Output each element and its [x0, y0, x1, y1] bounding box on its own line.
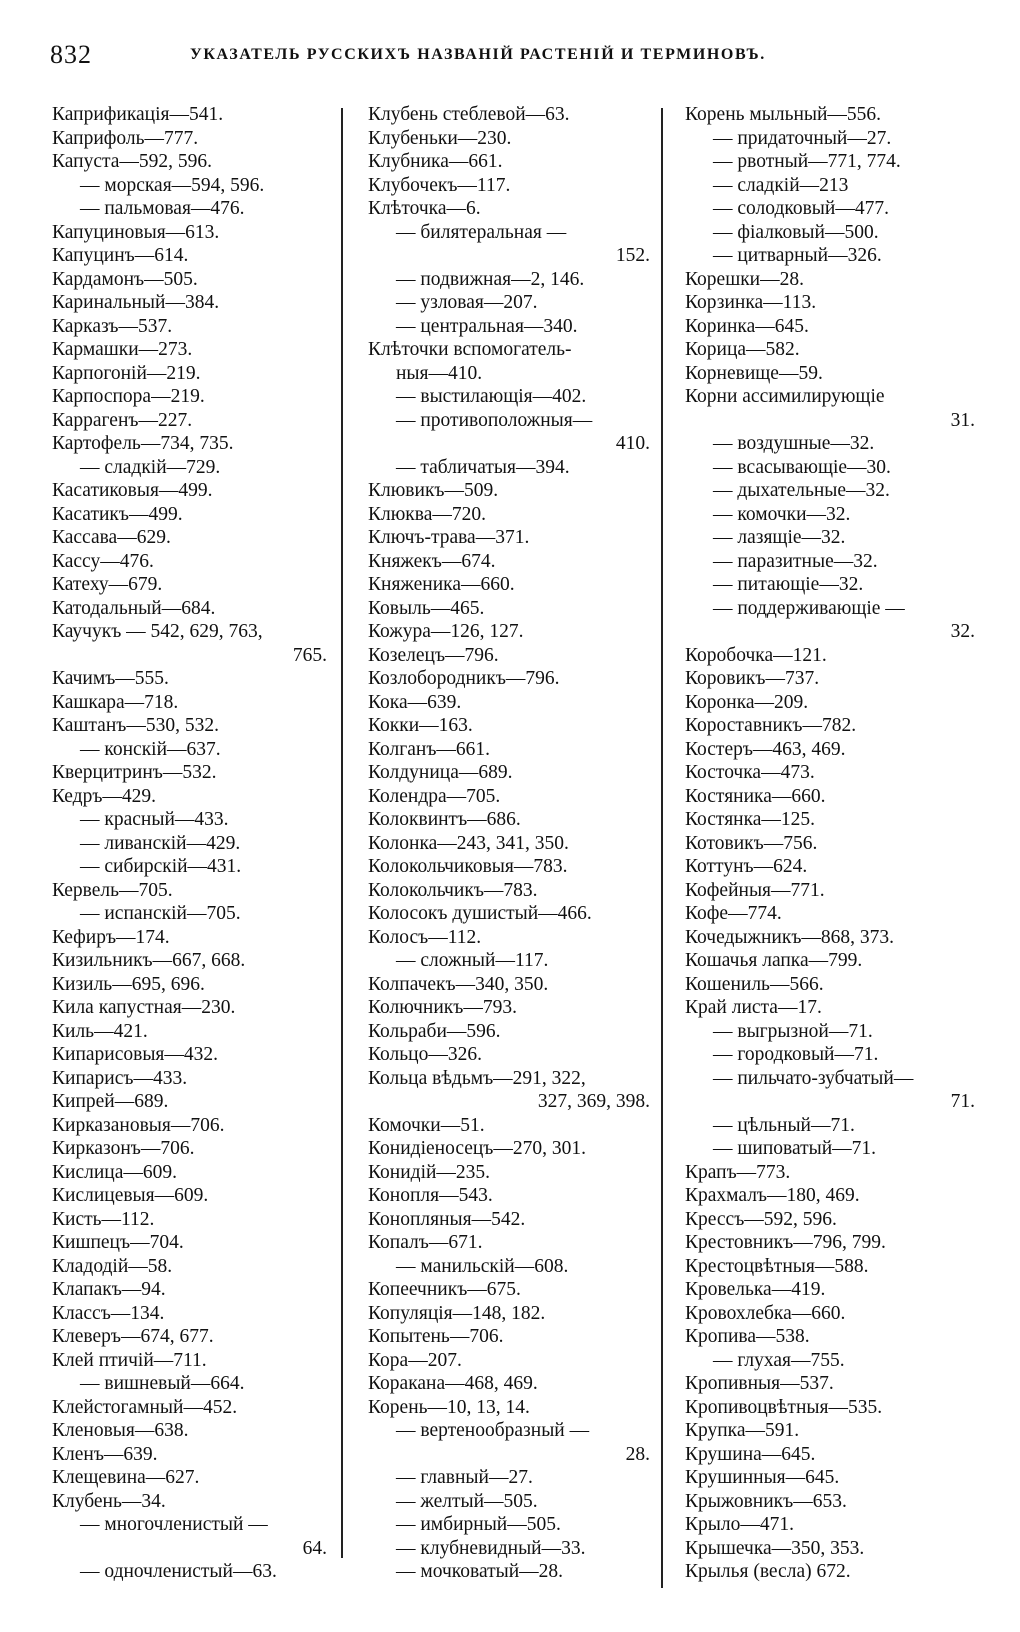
index-entry: Кашкара—718. — [52, 691, 179, 713]
index-entry: Картофель—734, 735. — [52, 433, 234, 454]
index-entry: Клубеньки—230. — [368, 127, 512, 149]
page-number: 832 — [50, 40, 92, 69]
index-subentry: — пальмовая—476. — [80, 198, 245, 219]
index-entry: Клеверъ—674, 677. — [52, 1326, 214, 1347]
index-entry: Клубочекъ—117. — [368, 174, 511, 196]
index-entry: Ковыль—465. — [368, 597, 485, 619]
index-entry: Корица—582. — [685, 339, 800, 360]
index-column-1 — [52, 103, 327, 1584]
index-entry: Клей птичій—711. — [52, 1349, 207, 1371]
index-subentry: — сладкій—213 — [713, 174, 849, 196]
index-entry: Косточка—473. — [685, 762, 815, 783]
index-entry: Кольраби—596. — [368, 1020, 501, 1042]
index-entry: Кофе—774. — [685, 903, 782, 924]
index-entry: Колосъ—112. — [368, 926, 482, 948]
index-entry: Корень—10, 13, 14. — [368, 1396, 530, 1418]
index-entry: Катеху—679. — [52, 574, 163, 595]
index-entry: Кипрей—689. — [52, 1091, 169, 1112]
index-entry: Касатиковыя—499. — [52, 480, 213, 501]
index-subentry: — глухая—755. — [713, 1349, 845, 1371]
index-entry: Корешки—28. — [685, 268, 804, 290]
running-title: УКАЗАТЕЛЬ РУССКИХЪ НАЗВАНІЙ РАСТЕНІЙ И ТЕРМИНОВЪ. — [190, 46, 766, 63]
index-entry: Корень мыльный—556. — [685, 104, 882, 125]
index-entry: Кока—639. — [368, 691, 462, 713]
index-entry: Колонка—243, 341, 350. — [368, 832, 569, 854]
index-subentry: — выстилающія—402. — [396, 386, 587, 407]
index-entry: Клапакъ—94. — [52, 1279, 166, 1300]
index-entry: Кровохлебка—660. — [685, 1302, 846, 1324]
index-entry: Кардамонъ—505. — [52, 268, 198, 290]
index-subentry: — шиповатый—71. — [713, 1138, 877, 1159]
index-entry: Кислицевыя—609. — [52, 1185, 209, 1206]
index-subentry: — имбирный—505. — [396, 1514, 561, 1535]
index-entry: Кармашки—273. — [52, 339, 193, 360]
index-entry: Киль—421. — [52, 1020, 148, 1042]
index-entry: Крышечка—350, 353. — [685, 1537, 865, 1559]
index-entry: Конопля—543. — [368, 1185, 493, 1206]
index-subentry: — противоположныя— — [396, 409, 593, 431]
index-entry: Конопляныя—542. — [368, 1208, 526, 1230]
index-subentry: — вертенообразный — — [396, 1420, 590, 1441]
index-entry: Кольцо—326. — [368, 1044, 482, 1065]
index-continuation: 28. — [625, 1443, 650, 1465]
index-entry: Княженика—660. — [368, 574, 515, 595]
index-subentry: — пильчато-зубчатый— — [713, 1067, 914, 1089]
index-subentry: — узловая—207. — [396, 292, 538, 313]
index-entry: Карпогоній—219. — [52, 362, 201, 384]
index-subentry: — фіалковый—500. — [713, 221, 879, 243]
index-subentry: — манильскій—608. — [396, 1255, 569, 1277]
index-entry: Каррагенъ—227. — [52, 409, 193, 431]
index-entry: Колокольчиковыя—783. — [368, 856, 568, 877]
index-entry: Крестоцвѣтныя—588. — [685, 1255, 869, 1277]
index-entry: Капрификація—541. — [52, 104, 224, 125]
index-subentry: — комочки—32. — [713, 503, 851, 525]
index-entry: Крестовникъ—796, 799. — [685, 1232, 886, 1253]
index-subentry: — городковый—71. — [713, 1044, 879, 1065]
index-entry: Крылья (весла) 672. — [685, 1561, 851, 1582]
index-entry: Кефиръ—174. — [52, 926, 170, 948]
index-continuation: 71. — [950, 1091, 975, 1112]
index-subentry: — центральная—340. — [396, 315, 578, 337]
index-entry: Костянка—125. — [685, 809, 816, 830]
index-entry: Каприфоль—777. — [52, 127, 199, 149]
index-subentry: — паразитные—32. — [713, 550, 878, 572]
index-entry: Кропивныя—537. — [685, 1373, 834, 1394]
index-entry: Капуцинъ—614. — [52, 245, 189, 266]
index-entry: Крессъ—592, 596. — [685, 1208, 837, 1230]
index-continuation: 152. — [615, 245, 650, 266]
index-subentry: — всасывающіе—30. — [713, 456, 891, 478]
index-subentry: — солодковый—477. — [713, 198, 889, 219]
index-entry: Козелецъ—796. — [368, 644, 499, 666]
index-subentry: — цѣльный—71. — [713, 1114, 855, 1136]
index-entry: Касатикъ—499. — [52, 503, 183, 525]
index-entry: Колпачекъ—340, 350. — [368, 973, 549, 995]
index-entry: Каштанъ—530, 532. — [52, 715, 219, 736]
index-entry: Колючникъ—793. — [368, 997, 517, 1018]
index-subentry: — морская—594, 596. — [80, 174, 265, 196]
index-subentry: — конскій—637. — [80, 738, 221, 760]
index-entry: Коттунъ—624. — [685, 856, 808, 877]
index-subentry: — одночленистый—63. — [80, 1561, 277, 1582]
index-subentry: — испанскій—705. — [80, 903, 241, 924]
index-entry: Кипарисъ—433. — [52, 1067, 188, 1089]
index-subentry: — поддерживающіе — — [713, 597, 905, 619]
index-entry: Кора—207. — [368, 1349, 462, 1371]
index-entry: Кладодій—58. — [52, 1255, 173, 1277]
index-entry: Кедръ—429. — [52, 785, 157, 807]
index-entry: Клювикъ—509. — [368, 480, 499, 501]
index-subentry: — подвижная—2, 146. — [396, 268, 585, 290]
index-entry: Край листа—17. — [685, 997, 822, 1018]
index-entry: Коровикъ—737. — [685, 668, 820, 689]
index-entry: Клубень—34. — [52, 1490, 166, 1512]
index-entry: Крыло—471. — [685, 1514, 794, 1535]
index-subentry: — цитварный—326. — [713, 245, 882, 266]
index-subentry: — ливанскій—429. — [80, 832, 241, 854]
index-entry: Княжекъ—674. — [368, 550, 496, 572]
index-continuation: 32. — [950, 621, 975, 642]
index-entry: Колендра—705. — [368, 785, 501, 807]
index-subentry: — красный—433. — [80, 809, 229, 830]
index-entry: Капуста—592, 596. — [52, 151, 213, 172]
index-entry: Костяника—660. — [685, 785, 826, 807]
index-subentry: — вишневый—664. — [80, 1373, 245, 1394]
index-entry: Колосокъ душистый—466. — [368, 903, 592, 924]
index-subentry: — придаточный—27. — [713, 127, 892, 149]
index-subentry: — сибирскій—431. — [80, 856, 242, 877]
index-subentry: — табличатыя—394. — [396, 456, 570, 478]
index-entry: Кровелька—419. — [685, 1279, 826, 1300]
index-entry: Коробочка—121. — [685, 644, 827, 666]
index-entry: Клейстогамный—452. — [52, 1396, 238, 1418]
index-column-3 — [685, 103, 975, 1584]
index-subentry: — клубневидный—33. — [396, 1537, 586, 1559]
column-divider — [341, 108, 343, 1558]
index-continuation: 765. — [292, 644, 327, 666]
index-entry: Кисть—112. — [52, 1208, 155, 1230]
index-entry: Кирказонъ—706. — [52, 1138, 195, 1159]
index-entry: Кассу—476. — [52, 550, 154, 572]
index-entry: Коринка—645. — [685, 315, 809, 337]
index-entry: Кожура—126, 127. — [368, 621, 524, 642]
index-entry: Конидій—235. — [368, 1161, 491, 1183]
index-entry: Коракана—468, 469. — [368, 1373, 538, 1394]
index-entry: Корни ассимилирующіе — [685, 386, 885, 407]
index-entry: Катодальный—684. — [52, 597, 216, 619]
index-entry: Коронка—209. — [685, 691, 809, 713]
index-entry: Каучукъ — 542, 629, 763, — [52, 621, 263, 642]
index-column-2 — [368, 103, 650, 1584]
index-entry: Кизиль—695, 696. — [52, 973, 205, 995]
index-entry: Короставникъ—782. — [685, 715, 857, 736]
index-entry: Колдуница—689. — [368, 762, 513, 783]
index-entry: Клѣточки вспомогатель- — [368, 339, 572, 360]
index-entry: Клубника—661. — [368, 151, 503, 172]
index-entry: Кольца вѣдьмъ—291, 322, — [368, 1067, 586, 1089]
index-entry: Кишпецъ—704. — [52, 1232, 184, 1253]
index-subentry: — мочковатый—28. — [396, 1561, 564, 1582]
index-entry: Карпоспора—219. — [52, 386, 205, 407]
index-subentry: — желтый—505. — [396, 1490, 538, 1512]
index-entry: Колоквинтъ—686. — [368, 809, 521, 830]
index-entry: Корзинка—113. — [685, 292, 817, 313]
index-entry: Крапъ—773. — [685, 1161, 791, 1183]
index-entry: Крушинныя—645. — [685, 1467, 840, 1488]
index-subentry: — дыхательные—32. — [713, 480, 890, 501]
index-entry: Кофейныя—771. — [685, 879, 825, 901]
index-entry: Кипарисовыя—432. — [52, 1044, 219, 1065]
index-entry: Качимъ—555. — [52, 668, 169, 689]
index-entry: Колганъ—661. — [368, 738, 491, 760]
index-entry: Кропива—538. — [685, 1326, 810, 1347]
index-entry: Кочедыжникъ—868, 373. — [685, 926, 895, 948]
index-entry: Копуляція—148, 182. — [368, 1302, 546, 1324]
index-entry: Крахмалъ—180, 469. — [685, 1185, 860, 1206]
index-entry: Каринальный—384. — [52, 292, 220, 313]
column-divider — [661, 108, 663, 1588]
index-continuation: 410. — [615, 433, 650, 454]
index-subentry: — сложный—117. — [396, 950, 549, 971]
index-continuation: 327, 369, 398. — [537, 1091, 650, 1112]
index-entry: Клещевина—627. — [52, 1467, 200, 1488]
index-entry: Копеечникъ—675. — [368, 1279, 521, 1300]
index-subentry: — лазящіе—32. — [713, 527, 846, 548]
index-continuation: 31. — [950, 409, 975, 431]
index-entry: Кокки—163. — [368, 715, 473, 736]
index-continuation: 64. — [302, 1537, 327, 1559]
index-entry: Крупка—591. — [685, 1420, 800, 1441]
index-entry: Копалъ—671. — [368, 1232, 483, 1253]
index-entry: Костеръ—463, 469. — [685, 738, 846, 760]
page-header — [50, 40, 980, 80]
index-entry: Кошачья лапка—799. — [685, 950, 863, 971]
index-entry: Клубень стеблевой—63. — [368, 104, 570, 125]
index-entry: Клѣточка—6. — [368, 198, 481, 219]
index-subentry: — билятеральная — — [396, 221, 567, 243]
index-entry: Кленъ—639. — [52, 1443, 158, 1465]
index-entry: Козлобородникъ—796. — [368, 668, 560, 689]
index-entry: Кислица—609. — [52, 1161, 177, 1183]
index-entry: Ключъ-трава—371. — [368, 527, 530, 548]
index-entry: Карказъ—537. — [52, 315, 173, 337]
index-entry: Крушина—645. — [685, 1443, 816, 1465]
index-entry: Кирказановыя—706. — [52, 1114, 225, 1136]
index-entry: Комочки—51. — [368, 1114, 485, 1136]
index-subentry: — рвотный—771, 774. — [713, 151, 901, 172]
index-entry: Клюква—720. — [368, 503, 487, 525]
index-entry: Кизильникъ—667, 668. — [52, 950, 246, 971]
index-entry: Кошениль—566. — [685, 973, 824, 995]
index-subentry: — воздушные—32. — [713, 433, 875, 454]
index-subentry: — выгрызной—71. — [713, 1020, 873, 1042]
index-subentry: — питающіе—32. — [713, 574, 864, 595]
index-subentry: — сладкій—729. — [80, 456, 221, 478]
index-subentry: — многочленистый — — [80, 1514, 268, 1535]
index-entry: Кассава—629. — [52, 527, 171, 548]
index-entry: Кропивоцвѣтныя—535. — [685, 1396, 883, 1418]
index-entry: Колокольчикъ—783. — [368, 879, 538, 901]
index-entry: Копытень—706. — [368, 1326, 504, 1347]
index-entry: Кила капустная—230. — [52, 997, 236, 1018]
index-entry: Котовикъ—756. — [685, 832, 818, 854]
index-entry: Кервель—705. — [52, 879, 173, 901]
index-entry: Конидіеносецъ—270, 301. — [368, 1138, 587, 1159]
index-entry: Кверцитринъ—532. — [52, 762, 217, 783]
index-entry: Классъ—134. — [52, 1302, 165, 1324]
index-entry: Корневище—59. — [685, 362, 823, 384]
index-subentry: ныя—410. — [396, 362, 483, 384]
index-entry: Крыжовникъ—653. — [685, 1490, 847, 1512]
index-entry: Капуциновыя—613. — [52, 221, 220, 243]
index-entry: Кленовыя—638. — [52, 1420, 189, 1441]
index-subentry: — главный—27. — [396, 1467, 533, 1488]
